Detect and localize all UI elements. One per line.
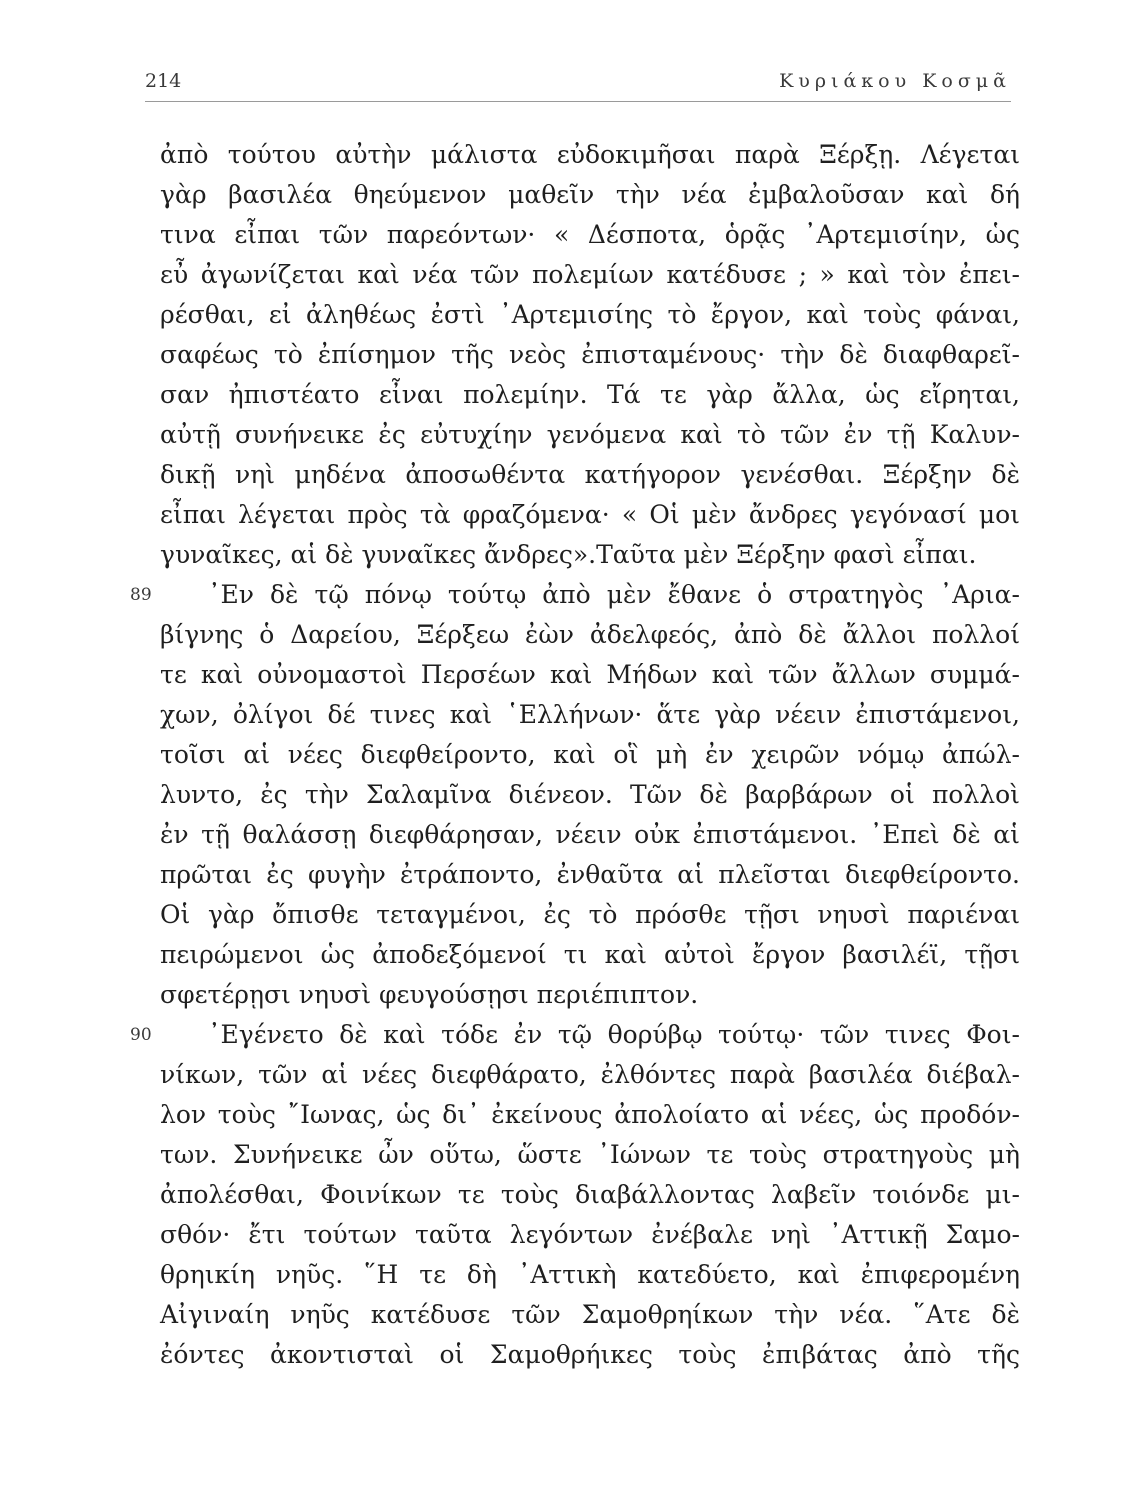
text-line bbox=[160, 1295, 1020, 1335]
text-line bbox=[160, 295, 1020, 335]
text-line bbox=[160, 655, 1020, 695]
line-text: ἀπὸ τούτου αὐτὴν μάλιστα εὐδοκιμῆσαι παρὰ Ξέρξῃ. Λέγεται bbox=[160, 140, 1020, 169]
line-text: λυντο, ἐς τὴν Σαλαμῖνα διένεον. Τῶν δὲ βαρβάρων οἱ πολλοὶ bbox=[160, 780, 1020, 809]
text-line bbox=[160, 175, 1020, 215]
running-head bbox=[145, 70, 1011, 100]
line-text: τε καὶ οὐνομαστοὶ Περσέων καὶ Μήδων καὶ τῶν ἄλλων συμμά- bbox=[160, 660, 1020, 689]
running-title: Κυριάκου Κοσμᾶ bbox=[779, 70, 1011, 92]
text-line bbox=[160, 455, 1020, 495]
text-line bbox=[160, 335, 1020, 375]
line-text: ᾿Εγένετο δὲ καὶ τόδε ἐν τῷ θορύβῳ τούτῳ· τῶν τινες Φοι- bbox=[208, 1020, 1020, 1049]
line-text: τοῖσι αἱ νέες διεφθείροντο, καὶ οἳ μὴ ἐν χειρῶν νόμῳ ἀπώλ- bbox=[160, 740, 1020, 769]
text-line bbox=[160, 1095, 1020, 1135]
text-line bbox=[160, 135, 1020, 175]
line-text: ἐόντες ἀκοντισταὶ οἱ Σαμοθρήικες τοὺς ἐπιβάτας ἀπὸ τῆς bbox=[160, 1340, 1020, 1369]
text-line bbox=[160, 815, 1020, 855]
line-text: πειρώμενοι ὡς ἀποδεξόμενοί τι καὶ αὐτοὶ ἔργον βασιλέϊ, τῇσι bbox=[160, 940, 1020, 969]
text-line bbox=[160, 1175, 1020, 1215]
line-text: Οἱ γὰρ ὄπισθε τεταγμένοι, ἐς τὸ πρόσθε τῇσι νηυσὶ παριέναι bbox=[160, 900, 1020, 929]
line-text: ρέσθαι, εἰ ἀληθέως ἐστὶ ᾿Αρτεμισίης τὸ ἔργον, καὶ τοὺς φάναι, bbox=[160, 300, 1020, 329]
line-text: των. Συνήνεικε ὦν οὕτω, ὥστε ᾿Ιώνων τε τοὺς στρατηγοὺς μὴ bbox=[160, 1140, 1020, 1169]
line-text: αὐτῇ συνήνεικε ἐς εὐτυχίην γενόμενα καὶ τὸ τῶν ἐν τῇ Καλυν- bbox=[160, 420, 1020, 449]
text-line bbox=[160, 895, 1020, 935]
text-line bbox=[160, 935, 1020, 975]
text-line bbox=[160, 495, 1020, 535]
text-line bbox=[160, 695, 1020, 735]
text-line bbox=[160, 1255, 1020, 1295]
text-line bbox=[130, 575, 1020, 615]
text-line bbox=[160, 255, 1020, 295]
line-text: θρηικίη νηῦς. ῞Η τε δὴ ᾿Αττικὴ κατεδύετο, καὶ ἐπιφερομένη bbox=[160, 1260, 1020, 1289]
text-line bbox=[160, 1135, 1020, 1175]
text-line bbox=[160, 375, 1020, 415]
text-line bbox=[160, 735, 1020, 775]
line-text: γὰρ βασιλέα θηεύμενον μαθεῖν τὴν νέα ἐμβαλοῦσαν καὶ δή bbox=[160, 180, 1020, 209]
line-text: βίγνης ὁ Δαρείου, Ξέρξεω ἐὼν ἀδελφεός, ἀπὸ δὲ ἄλλοι πολλοί bbox=[160, 620, 1020, 649]
line-text: χων, ὀλίγοι δέ τινες καὶ ῾Ελλήνων· ἅτε γὰρ νέειν ἐπιστάμενοι, bbox=[160, 700, 1020, 729]
text-line bbox=[160, 1215, 1020, 1255]
line-text: νίκων, τῶν αἱ νέες διεφθάρατο, ἐλθόντες παρὰ βασιλέα διέβαλ- bbox=[160, 1060, 1020, 1089]
header-rule bbox=[145, 101, 1011, 102]
line-text: σαφέως τὸ ἐπίσημον τῆς νεὸς ἐπισταμένους· τὴν δὲ διαφθαρεῖ- bbox=[160, 340, 1020, 369]
line-text: ᾿Εν δὲ τῷ πόνῳ τούτῳ ἀπὸ μὲν ἔθανε ὁ στρατηγὸς ᾿Αρια- bbox=[208, 580, 1020, 609]
text-line bbox=[160, 215, 1020, 255]
section-number: 90 bbox=[130, 1025, 152, 1045]
text-line bbox=[160, 975, 1020, 1015]
line-text: ἀπολέσθαι, Φοινίκων τε τοὺς διαβάλλοντας λαβεῖν τοιόνδε μι- bbox=[160, 1180, 1020, 1209]
line-text: Αἰγιναίη νηῦς κατέδυσε τῶν Σαμοθρηίκων τὴν νέα. ῞Ατε δὲ bbox=[160, 1300, 1020, 1329]
text-line bbox=[130, 1015, 1020, 1055]
text-line bbox=[160, 535, 1020, 575]
text-line bbox=[160, 1335, 1020, 1375]
text-line bbox=[160, 615, 1020, 655]
line-text: τινα εἶπαι τῶν παρεόντων· « Δέσποτα, ὁρᾷς ᾿Αρτεμισίην, ὡς bbox=[160, 220, 1020, 249]
line-text: ἐν τῇ θαλάσσῃ διεφθάρησαν, νέειν οὐκ ἐπιστάμενοι. ᾿Επεὶ δὲ αἱ bbox=[160, 820, 1020, 849]
line-text: σαν ἠπιστέατο εἶναι πολεμίην. Τά τε γὰρ ἄλλα, ὡς εἴρηται, bbox=[160, 380, 1020, 409]
line-text: εὖ ἀγωνίζεται καὶ νέα τῶν πολεμίων κατέδυσε ; » καὶ τὸν ἐπει- bbox=[160, 260, 1020, 289]
line-text: σφετέρῃσι νηυσὶ φευγούσῃσι περιέπιπτον. bbox=[160, 980, 699, 1009]
text-line bbox=[160, 775, 1020, 815]
line-text: πρῶται ἐς φυγὴν ἐτράποντο, ἐνθαῦτα αἱ πλεῖσται διεφθείροντο. bbox=[160, 860, 1020, 889]
text-line bbox=[160, 855, 1020, 895]
section-number: 89 bbox=[130, 585, 152, 605]
text-block bbox=[130, 135, 1020, 1375]
page-number: 214 bbox=[145, 70, 182, 92]
text-line bbox=[160, 415, 1020, 455]
text-line bbox=[160, 1055, 1020, 1095]
line-text: σθόν· ἔτι τούτων ταῦτα λεγόντων ἐνέβαλε νηὶ ᾿Αττικῇ Σαμο- bbox=[160, 1220, 1020, 1249]
line-text: εἶπαι λέγεται πρὸς τὰ φραζόμενα· « Οἱ μὲν ἄνδρες γεγόνασί μοι bbox=[160, 500, 1020, 529]
line-text: δικῇ νηὶ μηδένα ἀποσωθέντα κατήγορον γενέσθαι. Ξέρξην δὲ bbox=[160, 460, 1020, 489]
line-text: λον τοὺς ῎Ιωνας, ὡς δι᾿ ἐκείνους ἀπολοίατο αἱ νέες, ὡς προδόν- bbox=[160, 1100, 1020, 1129]
line-text: γυναῖκες, αἱ δὲ γυναῖκες ἄνδρες».Ταῦτα μὲν Ξέρξην φασὶ εἶπαι. bbox=[160, 540, 977, 569]
